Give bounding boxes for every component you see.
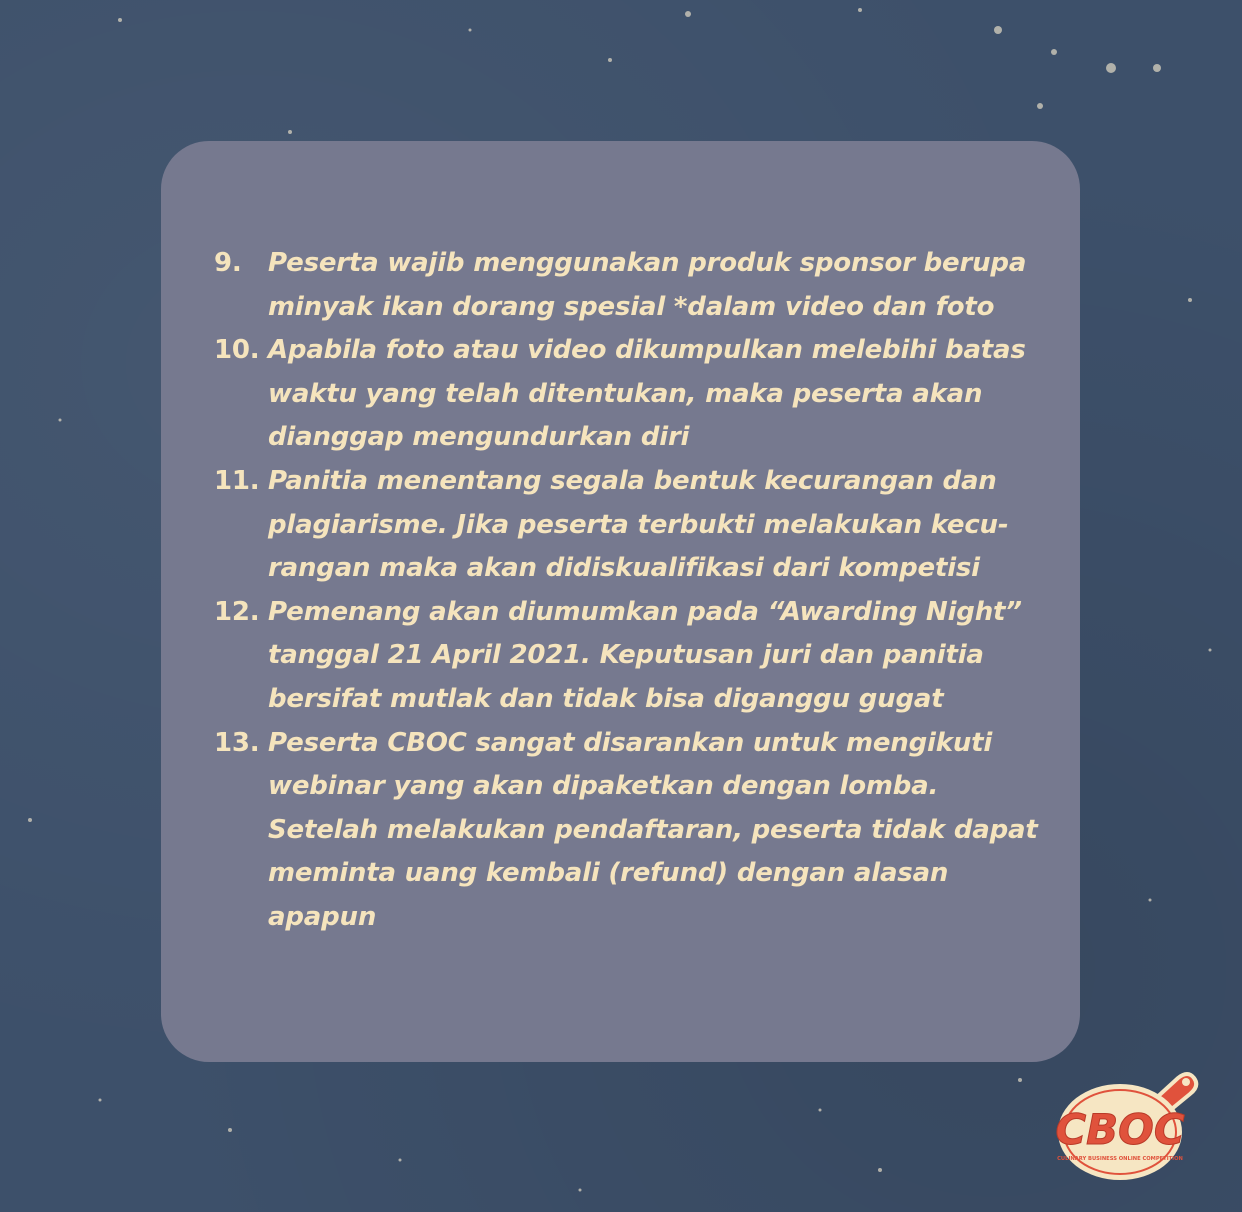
rules-list [214, 242, 1044, 940]
rule-text: Panitia menentang segala bentuk kecurangan dan plagiarisme. Jika peserta terbukti melakukan kecu-rangan maka akan didiskualifikasi dari kompetisi [268, 465, 1009, 584]
rule-text: Peserta CBOC sangat disarankan untuk mengikuti webinar yang akan dipaketkan dengan lomba. Setelah melakukan pendaftaran, peserta tidak dapat meminta uang kembali (refund) dengan alasan apapun [268, 727, 1038, 932]
rule-item-12 [214, 591, 1044, 722]
rule-item-9 [214, 242, 1044, 329]
rule-text: Apabila foto atau video dikumpulkan melebihi batas waktu yang telah ditentukan, maka peserta akan dianggap mengundurkan diri [268, 335, 1026, 453]
rule-item-11 [214, 460, 1044, 591]
rule-text: Pemenang akan diumumkan pada “Awarding Night” tanggal 21 April 2021. Keputusan juri dan panitia bersifat mutlak dan tidak bisa diganggu gugat [268, 596, 1022, 714]
rule-item-10 [214, 329, 1044, 460]
rule-number: 11. [214, 465, 260, 496]
rule-number: 10. [214, 335, 260, 366]
logo-tagline: CULINARY BUSINESS ONLINE COMPETITION [1057, 1156, 1183, 1162]
rule-text: Peserta wajib menggunakan produk sponsor berupa minyak ikan dorang spesial *dalam video dan foto [268, 248, 1027, 322]
rule-number: 13. [214, 727, 260, 758]
rule-item-13 [214, 722, 1044, 940]
logo-wordmark: CBOC [1055, 1105, 1185, 1154]
rule-number: 12. [214, 596, 260, 627]
cboc-logo [1050, 1066, 1200, 1186]
rule-number: 9. [214, 248, 242, 278]
